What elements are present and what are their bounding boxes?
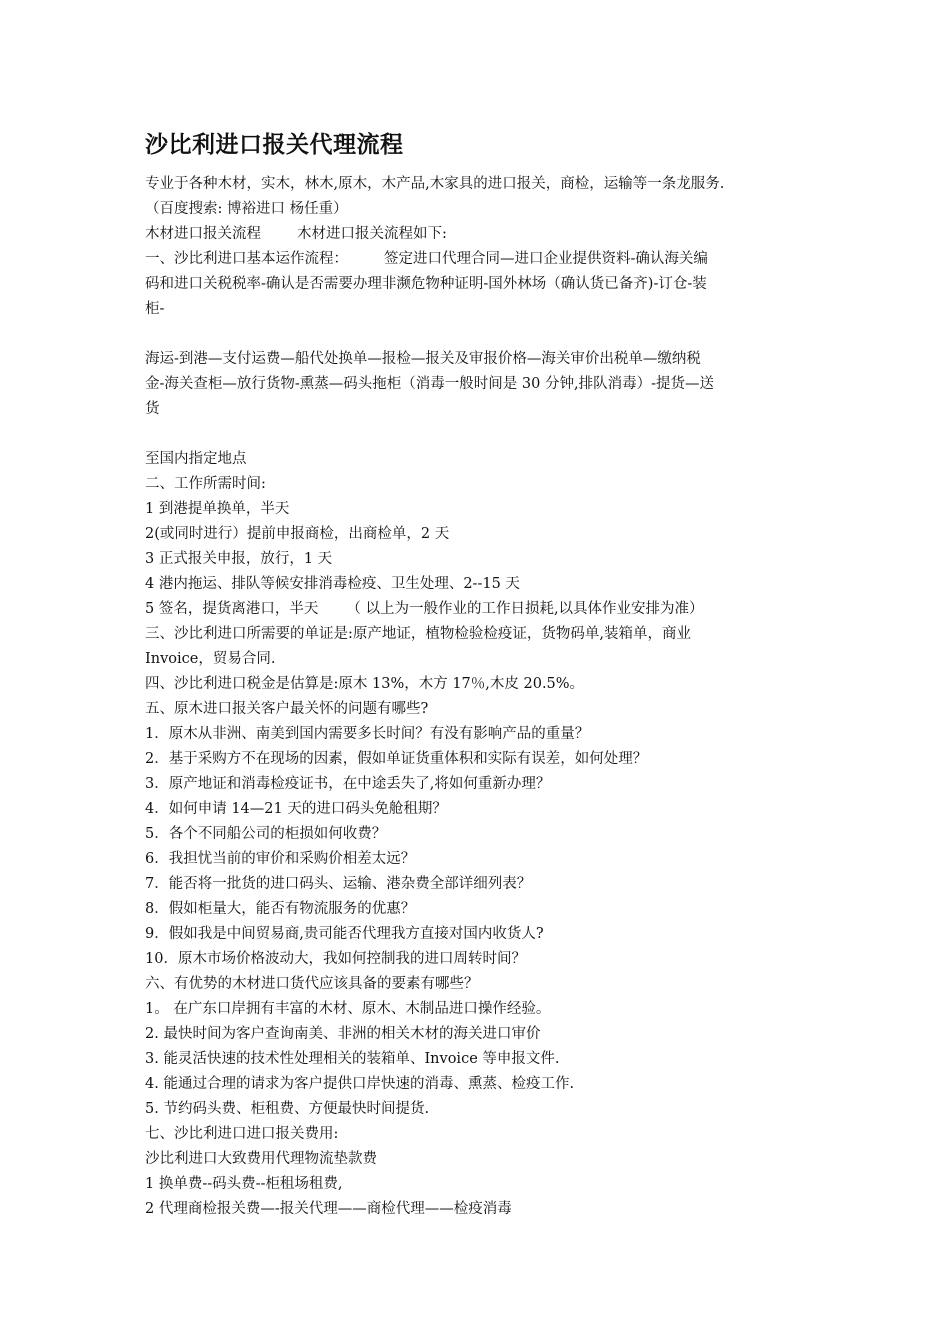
blank-line: [145, 422, 813, 447]
intro-line: 专业于各种木材，实木，林木,原木，木产品,木家具的进口报关，商检，运输等一条龙服务.: [145, 176, 725, 192]
list-item: 9．假如我是中间贸易商,贵司能否代理我方直接对国内收货人?: [145, 926, 544, 942]
list-item: 2 代理商检报关费—-报关代理——商检代理——检疫消毒: [145, 1201, 512, 1217]
list-item: 3. 能灵活快速的技术性处理相关的装箱单、Invoice 等申报文件.: [145, 1051, 560, 1067]
list-item: 2．基于采购方不在现场的因素，假如单证货重体积和实际有误差，如何处理？: [145, 751, 648, 767]
list-item: 6．我担忧当前的审价和采购价相差太远？: [145, 851, 416, 867]
section-1-heading: 一、沙比利进口基本运作流程：: [145, 251, 348, 267]
list-item: 10．原木市场价格波动大，我如何控制我的进口周转时间？: [145, 951, 526, 967]
list-item: 1 换单费--码头费--柜租场租费,: [145, 1176, 343, 1192]
section-4-line: 四、沙比利进口税金是估算是:原木 13%，木方 17％,木皮 20.5%。: [145, 676, 585, 692]
list-item: [145, 597, 813, 622]
list-item: 5．各个不同船公司的柜损如何收费？: [145, 826, 387, 842]
section-1-line: 货: [145, 401, 160, 417]
list-item: 沙比利进口大致费用代理物流垫款费: [145, 1151, 377, 1167]
list-item-note: （ 以上为一般作业的工作日损耗,以具体作业安排为准）: [346, 601, 704, 617]
section-3-line: 三、沙比利进口所需要的单证是:原产地证，植物检验检疫证，货物码单,装箱单，商业: [145, 626, 691, 642]
list-item: 4. 能通过合理的请求为客户提供口岸快速的消毒、熏蒸、检疫工作.: [145, 1076, 575, 1092]
list-item: 8．假如柜量大，能否有物流服务的优惠？: [145, 901, 416, 917]
list-item: 1．原木从非洲、南美到国内需要多长时间？有没有影响产品的重量？: [145, 726, 590, 742]
section-1-line: [145, 247, 813, 272]
list-item: 3 正式报关申报，放行，1 天: [145, 551, 333, 567]
list-item: 4 港内拖运、排队等候安排消毒检疫、卫生处理、2--15 天: [145, 576, 520, 592]
list-item: 4．如何申请 14—21 天的进口码头免舱租期？: [145, 801, 447, 817]
section-2-heading: 二、工作所需时间:: [145, 476, 266, 492]
section-1-line: 海运-到港—支付运费—船代处换单—报检—报关及审报价格—海关审价出税单—缴纳税: [145, 351, 701, 367]
section-1-line: 金-海关查柜—放行货物-熏蒸—码头拖柜（消毒一般时间是 30 分钟,排队消毒）-提货—送: [145, 376, 714, 392]
document-title: 沙比利进口报关代理流程: [145, 131, 404, 158]
intro-line: （百度搜索: 博裕进口 杨任重）: [145, 201, 348, 217]
intro-label: 木材进口报关流程: [145, 226, 261, 242]
list-item: 7．能否将一批货的进口码头、运输、港杂费全部详细列表？: [145, 876, 532, 892]
list-item: 1。 在广东口岸拥有丰富的木材、原木、木制品进口操作经验。: [145, 1001, 551, 1017]
list-item: 2(或同时进行）提前申报商检，出商检单，2 天: [145, 526, 450, 542]
list-item: 1 到港提单换单，半天: [145, 501, 290, 517]
document-page: [145, 130, 813, 1222]
section-3-line: Invoice，贸易合同.: [145, 651, 276, 667]
section-1-line: 至国内指定地点: [145, 451, 247, 467]
list-item-text: 5 签名，提货离港口，半天: [145, 601, 319, 617]
section-1-line: 柜-: [145, 301, 165, 317]
section-6-heading: 六、有优势的木材进口货代应该具备的要素有哪些？: [145, 976, 479, 992]
blank-line: [145, 322, 813, 347]
intro-label: 木材进口报关流程如下:: [297, 226, 447, 242]
section-5-heading: 五、原木进口报关客户最关怀的问题有哪些?: [145, 701, 429, 717]
intro-line: [145, 222, 813, 247]
list-item: 5. 节约码头费、柜租费、方便最快时间提货.: [145, 1101, 430, 1117]
list-item: 3．原产地证和消毒检疫证书，在中途丢失了,将如何重新办理？: [145, 776, 551, 792]
section-1-line: 码和进口关税税率-确认是否需要办理非濒危物种证明-国外林场（确认货已备齐)-订仓-装: [145, 276, 707, 292]
list-item: 2. 最快时间为客户查询南美、非洲的相关木材的海关进口审价: [145, 1026, 541, 1042]
section-7-heading: 七、沙比利进口进口报关费用:: [145, 1126, 339, 1142]
section-1-text: 签定进口代理合同—进口企业提供资料-确认海关编: [384, 251, 708, 267]
